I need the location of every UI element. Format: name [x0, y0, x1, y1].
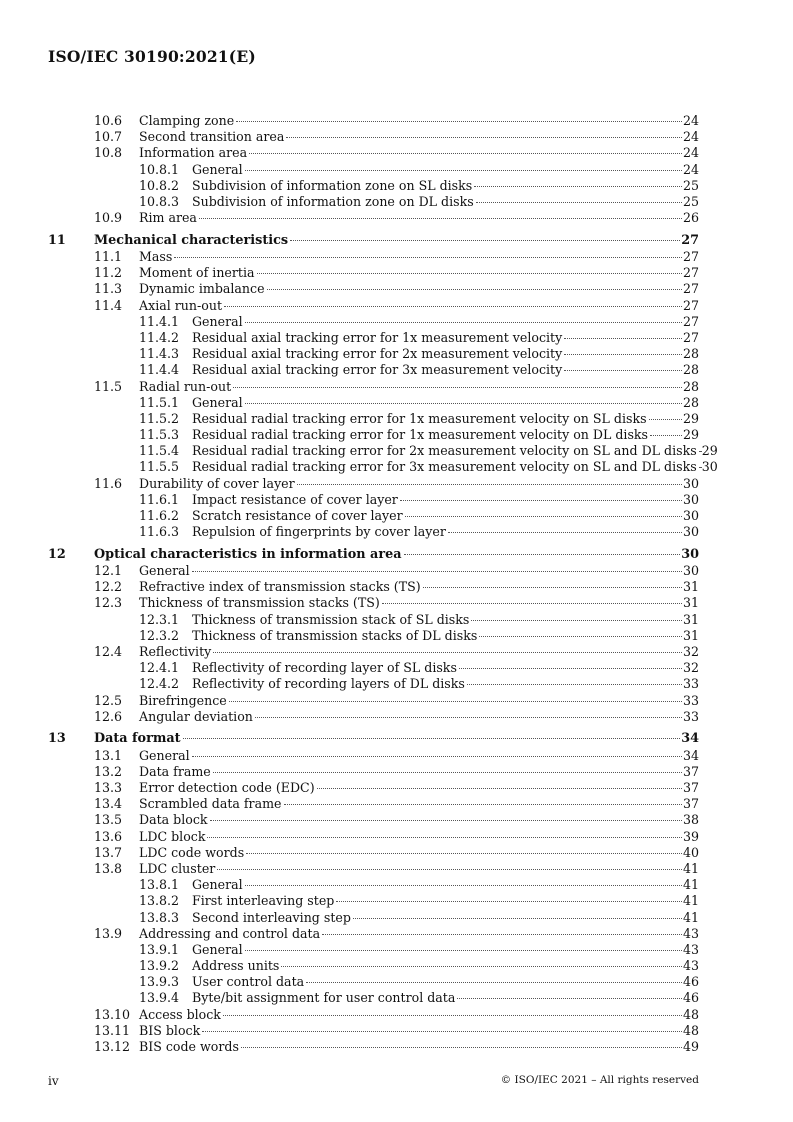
dot-leader	[564, 354, 682, 355]
toc-entry-title: General	[192, 161, 243, 177]
dot-leader	[423, 587, 682, 588]
toc-entry-number: 11.4	[94, 297, 123, 313]
dot-leader	[649, 419, 682, 420]
toc-entry-number: 11.4.1	[139, 313, 180, 329]
toc-entry-title: General	[192, 941, 243, 957]
toc-entry-page: 39	[682, 828, 699, 844]
toc-entry-number: 11.6.3	[139, 524, 180, 540]
toc-entry[interactable]	[48, 1007, 699, 1023]
toc-entry[interactable]	[48, 547, 699, 563]
toc-entry-page: 49	[682, 1039, 699, 1054]
dot-leader	[236, 121, 682, 122]
toc-entry-page: 40	[682, 844, 699, 860]
toc-entry-page: 28	[682, 394, 699, 410]
toc-entry-number: 11.6.1	[139, 491, 180, 507]
toc-entry[interactable]	[48, 298, 699, 314]
toc-entry-title: Data block	[139, 812, 208, 828]
toc-entry-number: 11.6	[94, 475, 123, 491]
toc-entry-number: 13.9.3	[139, 974, 180, 990]
toc-entry-title: Byte/bit assignment for user control data	[192, 990, 456, 1006]
toc-entry-page: 41	[682, 877, 699, 893]
toc-entry-page: 48	[682, 1006, 699, 1022]
toc-entry-title: Error detection code (EDC)	[139, 780, 315, 795]
dot-leader	[192, 756, 682, 757]
toc-entry-page: 37	[682, 796, 699, 812]
toc-entry[interactable]	[48, 330, 699, 346]
dot-leader	[699, 451, 701, 452]
toc-entry-title: Residual axial tracking error for 2x measurement velocity	[192, 346, 563, 362]
dot-leader	[650, 435, 682, 436]
toc-entry-title: General	[139, 563, 190, 579]
toc-entry-number: 13.10	[94, 1006, 131, 1022]
toc-entry-title: Rim area	[139, 210, 197, 226]
toc-entry[interactable]	[48, 910, 699, 926]
toc-entry[interactable]	[48, 492, 699, 508]
dot-leader	[564, 370, 682, 371]
dot-leader	[290, 240, 680, 241]
toc-entry-number: 13.2	[94, 763, 123, 779]
dot-leader	[202, 1031, 682, 1032]
toc-entry[interactable]	[48, 974, 699, 990]
toc-entry[interactable]	[48, 676, 699, 692]
toc-entry-number: 13.7	[94, 844, 123, 860]
dot-leader	[217, 869, 682, 870]
toc-entry-title: Radial run-out	[139, 378, 232, 394]
dot-leader	[245, 322, 682, 323]
toc-entry-page: 24	[682, 113, 699, 128]
toc-entry-page: 29	[682, 427, 699, 443]
toc-entry[interactable]	[48, 314, 699, 330]
toc-entry[interactable]	[48, 845, 699, 861]
dot-leader	[210, 820, 682, 821]
page-number: iv	[48, 1074, 59, 1088]
toc-entry[interactable]	[48, 265, 699, 281]
toc-entry-number: 12.4.2	[139, 676, 180, 692]
toc-entry[interactable]	[48, 780, 699, 796]
dot-leader	[257, 273, 682, 274]
toc-entry-page: 30	[681, 546, 699, 562]
dot-leader	[286, 137, 682, 138]
toc-entry[interactable]	[48, 829, 699, 845]
toc-entry[interactable]	[48, 476, 699, 492]
toc-entry-title: Scratch resistance of cover layer	[192, 508, 403, 523]
dot-leader	[336, 901, 682, 902]
dot-leader	[297, 484, 682, 485]
document-id-header: ISO/IEC 30190:2021(E)	[48, 47, 256, 66]
toc-entry-title: Mass	[139, 249, 173, 264]
toc-entry-number: 11.3	[94, 281, 123, 297]
dot-leader	[229, 701, 682, 702]
toc-entry-page: 26	[682, 210, 699, 226]
toc-entry-number: 10.8.1	[139, 161, 180, 177]
toc-entry[interactable]	[48, 764, 699, 780]
toc-entry-number: 13.9.1	[139, 941, 180, 957]
toc-entry-number: 13.8.2	[139, 893, 180, 909]
toc-entry-page: 25	[682, 177, 699, 193]
toc-entry-number: 11	[48, 232, 66, 248]
toc-entry-number: 13.3	[94, 780, 123, 795]
toc-entry-number: 12.4	[94, 644, 123, 659]
toc-entry-title: General	[139, 747, 190, 763]
dot-leader	[245, 950, 682, 951]
toc-entry[interactable]	[48, 644, 699, 660]
toc-entry[interactable]	[48, 612, 699, 628]
toc-entry-page: 30	[682, 508, 699, 523]
toc-entry-page: 46	[682, 990, 699, 1006]
toc-entry[interactable]	[48, 233, 699, 249]
dot-leader	[479, 636, 682, 637]
dot-leader	[471, 620, 682, 621]
toc-entry-page: 38	[682, 812, 699, 828]
dot-leader	[245, 403, 682, 404]
toc-entry-page: 24	[682, 145, 699, 161]
toc-entry-title: Data format	[94, 731, 181, 747]
toc-entry-title: LDC code words	[139, 844, 245, 860]
toc-entry-page: 41	[682, 860, 699, 876]
toc-entry[interactable]	[48, 812, 699, 828]
toc-entry-page: 31	[682, 579, 699, 595]
toc-entry-title: Durability of cover layer	[139, 475, 295, 491]
toc-entry-title: Dynamic imbalance	[139, 281, 265, 297]
dot-leader	[174, 257, 682, 258]
toc-entry[interactable]	[48, 748, 699, 764]
toc-entry-page: 29	[682, 410, 699, 426]
dot-leader	[400, 500, 682, 501]
toc-entry[interactable]	[48, 861, 699, 877]
dot-leader	[213, 652, 682, 653]
toc-entry-title: Residual axial tracking error for 1x measurement velocity	[192, 329, 563, 345]
toc-entry-number: 13.11	[94, 1022, 131, 1038]
toc-entry[interactable]	[48, 379, 699, 395]
toc-entry-page: 27	[682, 329, 699, 345]
toc-entry-number: 13.8.1	[139, 877, 180, 893]
toc-entry-number: 12.3.2	[139, 627, 180, 643]
toc-entry-title: First interleaving step	[192, 893, 335, 909]
toc-entry-number: 11.4.3	[139, 346, 180, 362]
dot-leader	[699, 467, 701, 468]
dot-leader	[284, 804, 682, 805]
toc-entry-title: General	[192, 877, 243, 893]
toc-entry[interactable]	[48, 796, 699, 812]
toc-entry-title: Axial run-out	[139, 297, 223, 313]
toc-entry[interactable]	[48, 563, 699, 579]
toc-entry-number: 12.6	[94, 708, 123, 724]
toc-entry-page: 34	[681, 731, 699, 747]
toc-entry-title: BIS block	[139, 1022, 201, 1038]
toc-entry-title: Addressing and control data	[139, 925, 321, 941]
toc-entry[interactable]	[48, 113, 699, 129]
toc-entry-number: 12.1	[94, 563, 123, 579]
toc-entry[interactable]	[48, 362, 699, 378]
dot-leader	[476, 202, 682, 203]
toc-entry[interactable]	[48, 595, 699, 611]
toc-entry-title: Impact resistance of cover layer	[192, 491, 398, 507]
dot-leader	[317, 788, 682, 789]
toc-entry-title: Subdivision of information zone on DL disks	[192, 193, 474, 209]
toc-entry[interactable]	[48, 893, 699, 909]
toc-entry-page: 43	[682, 958, 699, 974]
dot-leader	[281, 966, 682, 967]
toc-entry-page: 31	[682, 627, 699, 643]
toc-entry-number: 13.9.2	[139, 958, 180, 974]
toc-entry-page: 27	[682, 313, 699, 329]
toc-entry-page: 37	[682, 763, 699, 779]
toc-entry-number: 12.3	[94, 595, 123, 611]
toc-entry-page: 28	[682, 362, 699, 378]
toc-entry-title: Repulsion of fingerprints by cover layer	[192, 524, 446, 540]
toc-entry-title: BIS code words	[139, 1039, 239, 1054]
toc-entry[interactable]	[48, 660, 699, 676]
dot-leader	[467, 684, 682, 685]
toc-entry-page: 24	[682, 161, 699, 177]
toc-entry-number: 11.5.3	[139, 427, 180, 443]
toc-entry-number: 11.4.2	[139, 329, 180, 345]
toc-entry[interactable]	[48, 129, 699, 145]
toc-entry-title: General	[192, 394, 243, 410]
toc-entry-number: 11.5.1	[139, 394, 180, 410]
toc-entry-number: 11.5.5	[139, 459, 180, 475]
toc-entry-number: 11.5	[94, 378, 123, 394]
toc-entry-title: Thickness of transmission stack of SL disks	[192, 611, 470, 627]
dot-leader	[192, 571, 682, 572]
toc-entry-page: 46	[682, 974, 699, 990]
toc-entry[interactable]	[48, 579, 699, 595]
dot-leader	[183, 738, 681, 739]
table-of-contents	[48, 113, 718, 1055]
toc-entry[interactable]	[48, 162, 699, 178]
dot-leader	[474, 186, 682, 187]
toc-entry-title: Mechanical characteristics	[94, 232, 289, 248]
toc-entry-page: 31	[682, 611, 699, 627]
toc-entry-page: 28	[682, 378, 699, 394]
toc-entry-number: 13.12	[94, 1039, 131, 1054]
toc-entry[interactable]	[48, 990, 699, 1006]
toc-entry-page: 32	[682, 660, 699, 676]
dot-leader	[249, 153, 682, 154]
toc-entry-number: 12	[48, 546, 66, 562]
toc-entry-title: Residual radial tracking error for 3x measurement velocity on SL and DL disks	[192, 459, 697, 475]
dot-leader	[448, 532, 682, 533]
toc-entry-number: 11.2	[94, 265, 123, 281]
toc-entry-number: 12.5	[94, 692, 123, 708]
toc-entry-number: 13.8	[94, 860, 123, 876]
dot-leader	[233, 387, 682, 388]
toc-entry-title: Thickness of transmission stacks (TS)	[139, 595, 380, 611]
toc-entry[interactable]	[48, 346, 699, 362]
toc-entry[interactable]	[48, 411, 699, 427]
toc-entry-title: Residual radial tracking error for 1x measurement velocity on DL disks	[192, 427, 649, 443]
dot-leader	[306, 982, 682, 983]
dot-leader	[207, 837, 682, 838]
toc-entry[interactable]	[48, 628, 699, 644]
toc-entry[interactable]	[48, 926, 699, 942]
toc-entry-title: Second transition area	[139, 129, 285, 145]
toc-entry[interactable]	[48, 693, 699, 709]
dot-leader	[213, 772, 682, 773]
toc-entry-number: 10.7	[94, 129, 123, 145]
toc-entry-page: 33	[682, 692, 699, 708]
toc-entry[interactable]	[48, 210, 699, 226]
toc-entry[interactable]	[48, 427, 699, 443]
toc-entry-page: 29	[701, 443, 718, 459]
toc-entry-title: Moment of inertia	[139, 265, 255, 281]
dot-leader	[245, 885, 682, 886]
toc-entry[interactable]	[48, 395, 699, 411]
dot-leader	[267, 289, 682, 290]
toc-entry-page: 32	[682, 644, 699, 659]
toc-entry-page: 33	[682, 676, 699, 692]
toc-entry-page: 30	[682, 491, 699, 507]
toc-entry-page: 25	[682, 193, 699, 209]
toc-entry-title: Subdivision of information zone on SL disks	[192, 177, 473, 193]
dot-leader	[457, 998, 682, 999]
toc-entry-title: Refractive index of transmission stacks (TS)	[139, 579, 421, 595]
toc-entry[interactable]	[48, 1039, 699, 1055]
toc-entry-title: Birefringence	[139, 692, 227, 708]
toc-entry-page: 30	[682, 563, 699, 579]
toc-entry[interactable]	[48, 877, 699, 893]
toc-entry-title: Data frame	[139, 763, 211, 779]
toc-entry-page: 43	[682, 925, 699, 941]
toc-entry[interactable]	[48, 459, 718, 475]
toc-entry-page: 27	[682, 265, 699, 281]
toc-entry-page: 27	[682, 297, 699, 313]
toc-entry-title: Thickness of transmission stacks of DL disks	[192, 627, 478, 643]
toc-entry-page: 33	[682, 708, 699, 724]
toc-entry-page: 30	[682, 475, 699, 491]
toc-entry-page: 41	[682, 893, 699, 909]
toc-entry[interactable]	[48, 178, 699, 194]
toc-entry-number: 13.5	[94, 812, 123, 828]
toc-entry-page: 43	[682, 941, 699, 957]
toc-entry-page: 27	[682, 249, 699, 264]
toc-entry-page: 41	[682, 909, 699, 925]
toc-entry-number: 13.1	[94, 747, 123, 763]
toc-entry-title: Scrambled data frame	[139, 796, 282, 812]
dot-leader	[382, 603, 682, 604]
toc-entry[interactable]	[48, 194, 699, 210]
toc-entry-title: Clamping zone	[139, 113, 235, 128]
toc-entry-page: 30	[682, 524, 699, 540]
dot-leader	[405, 516, 682, 517]
toc-entry[interactable]	[48, 443, 718, 459]
toc-entry-number: 11.1	[94, 249, 123, 264]
toc-entry-title: Reflectivity of recording layer of SL disks	[192, 660, 457, 676]
toc-entry[interactable]	[48, 958, 699, 974]
toc-entry-number: 10.6	[94, 113, 123, 128]
dot-leader	[199, 218, 682, 219]
toc-entry-title: Access block	[139, 1006, 221, 1022]
toc-entry[interactable]	[48, 524, 699, 540]
toc-entry-number: 13.4	[94, 796, 123, 812]
toc-entry[interactable]	[48, 508, 699, 524]
dot-leader	[322, 934, 682, 935]
toc-entry-number: 13.9.4	[139, 990, 180, 1006]
toc-entry-page: 28	[682, 346, 699, 362]
toc-entry-title: Information area	[139, 145, 248, 161]
toc-entry-number: 13.6	[94, 828, 123, 844]
toc-entry-title: Reflectivity	[139, 644, 212, 659]
toc-entry-page: 34	[682, 747, 699, 763]
toc-entry-page: 24	[682, 129, 699, 145]
toc-entry[interactable]	[48, 145, 699, 161]
dot-leader	[404, 554, 681, 555]
toc-entry[interactable]	[48, 1023, 699, 1039]
toc-entry-title: Residual radial tracking error for 2x measurement velocity on SL and DL disks	[192, 443, 697, 459]
toc-entry-title: Residual axial tracking error for 3x measurement velocity	[192, 362, 563, 378]
toc-entry[interactable]	[48, 249, 699, 265]
toc-entry-number: 11.5.2	[139, 410, 180, 426]
toc-entry-page: 31	[682, 595, 699, 611]
dot-leader	[241, 1047, 682, 1048]
toc-entry-number: 10.9	[94, 210, 123, 226]
toc-entry-number: 13.8.3	[139, 909, 180, 925]
toc-entry-number: 10.8	[94, 145, 123, 161]
dot-leader	[223, 1015, 682, 1016]
toc-entry-number: 13.9	[94, 925, 123, 941]
toc-entry-number: 11.6.2	[139, 508, 180, 523]
toc-entry-title: Reflectivity of recording layers of DL disks	[192, 676, 465, 692]
toc-entry-number: 10.8.3	[139, 193, 180, 209]
dot-leader	[459, 668, 682, 669]
toc-entry-number: 12.2	[94, 579, 123, 595]
toc-entry-title: LDC block	[139, 828, 206, 844]
toc-entry[interactable]	[48, 709, 699, 725]
toc-entry[interactable]	[48, 281, 699, 297]
toc-entry-title: User control data	[192, 974, 305, 990]
dot-leader	[246, 853, 682, 854]
dot-leader	[255, 717, 682, 718]
toc-entry-page: 37	[682, 780, 699, 795]
copyright-notice: © ISO/IEC 2021 – All rights reserved	[500, 1074, 699, 1086]
toc-entry-number: 11.5.4	[139, 443, 180, 459]
toc-entry-title: General	[192, 313, 243, 329]
toc-entry-title: Address units	[192, 958, 280, 974]
toc-entry-title: LDC cluster	[139, 860, 216, 876]
dot-leader	[224, 306, 682, 307]
toc-entry-number: 10.8.2	[139, 177, 180, 193]
dot-leader	[564, 338, 682, 339]
toc-entry-number: 12.4.1	[139, 660, 180, 676]
dot-leader	[245, 170, 682, 171]
toc-entry[interactable]	[48, 731, 699, 747]
toc-entry-page: 30	[701, 459, 718, 475]
toc-entry-page: 27	[681, 232, 699, 248]
toc-entry-number: 12.3.1	[139, 611, 180, 627]
toc-entry-number: 11.4.4	[139, 362, 180, 378]
toc-entry-title: Angular deviation	[139, 708, 253, 724]
toc-entry-title: Second interleaving step	[192, 909, 351, 925]
dot-leader	[353, 918, 682, 919]
toc-entry-title: Residual radial tracking error for 1x measurement velocity on SL disks	[192, 410, 647, 426]
toc-entry-number: 13	[48, 731, 66, 747]
toc-entry[interactable]	[48, 942, 699, 958]
toc-entry-title: Optical characteristics in information area	[94, 546, 402, 562]
toc-entry-page: 27	[682, 281, 699, 297]
toc-entry-page: 48	[682, 1022, 699, 1038]
